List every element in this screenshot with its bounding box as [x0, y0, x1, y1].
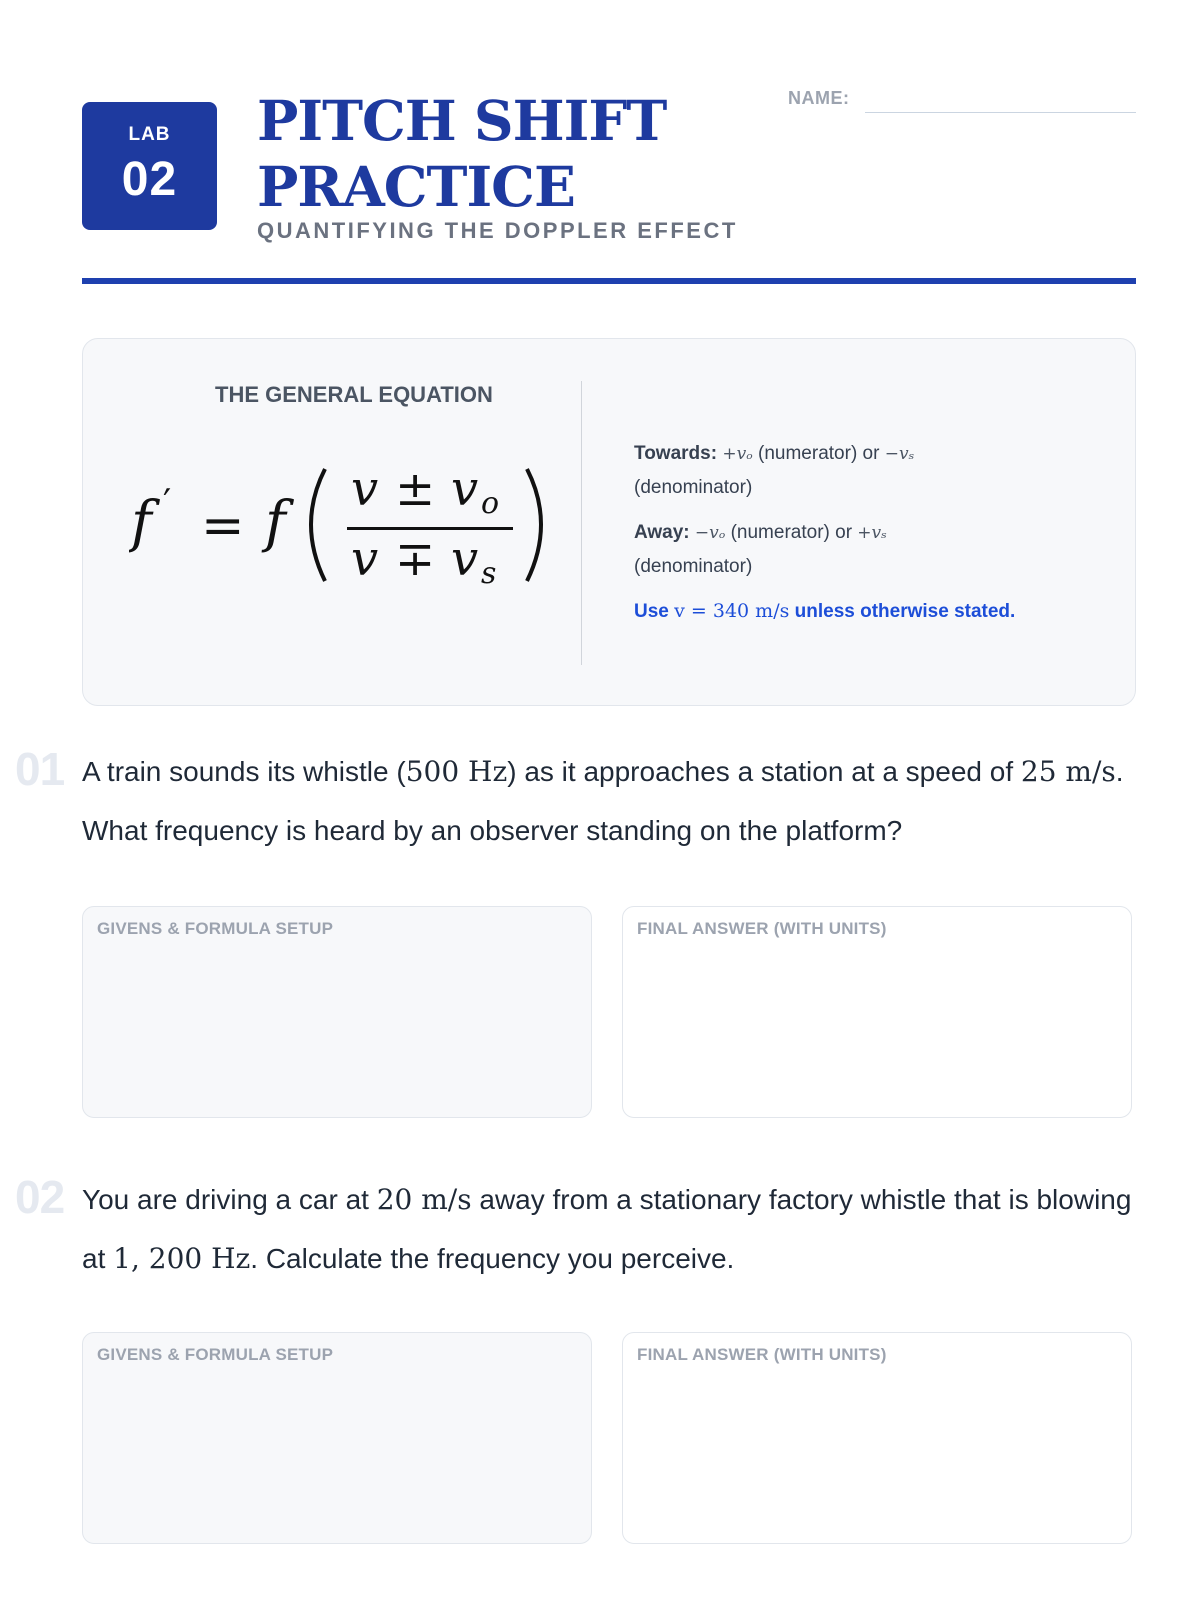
away-mid-text: (numerator) or: [730, 522, 853, 543]
question-math: 20 m/s: [376, 1183, 472, 1216]
lab-number: 02: [121, 153, 178, 206]
svg-text:v: v: [351, 531, 379, 587]
svg-text:v: v: [451, 461, 479, 517]
answer-label: FINAL ANSWER (WITH UNITS): [637, 1345, 887, 1364]
svg-text:v: v: [351, 461, 379, 517]
doppler-formula: [129, 449, 569, 599]
page-title: [257, 88, 777, 220]
towards-note: [634, 437, 1054, 504]
use-post-text: unless otherwise stated.: [794, 601, 1016, 622]
answer-input-box[interactable]: [622, 906, 1132, 1118]
away-denominator-term: +vₛ: [857, 523, 887, 543]
page-subtitle: QUANTIFYING THE DOPPLER EFFECT: [257, 218, 738, 243]
givens-label: GIVENS & FORMULA SETUP: [97, 919, 334, 938]
towards-numerator-term: +vₒ: [722, 444, 753, 464]
svg-text:f: f: [265, 490, 286, 555]
question-text-part: A train sounds its whistle (: [82, 756, 406, 787]
givens-input-box[interactable]: [82, 1332, 592, 1544]
use-pre-text: Use: [634, 601, 669, 622]
answer-label: FINAL ANSWER (WITH UNITS): [637, 919, 887, 938]
header-divider: [82, 278, 1136, 284]
speed-of-sound-value: v = 340 m/s: [674, 600, 790, 622]
away-note: [634, 516, 1054, 583]
svg-text:s: s: [481, 556, 497, 591]
lab-label: LAB: [128, 124, 171, 145]
question-text-part: ) as it approaches a station at a speed of: [507, 756, 1014, 787]
towards-tail-text: (denominator): [634, 477, 753, 498]
question-number: 02: [15, 1171, 65, 1223]
equation-divider: [581, 381, 582, 665]
name-field[interactable]: [865, 112, 1136, 113]
svg-text:f: f: [131, 490, 152, 555]
equation-notes: [634, 437, 1054, 640]
svg-text:=: =: [201, 496, 245, 556]
svg-text:o: o: [481, 486, 500, 521]
away-numerator-term: −vₒ: [694, 523, 726, 543]
givens-label: GIVENS & FORMULA SETUP: [97, 1345, 334, 1364]
givens-input-box[interactable]: [82, 906, 592, 1118]
question-text-part: . What frequency is heard by an observer standing on the platform?: [82, 756, 1124, 846]
question-math: 25 m/s: [1020, 755, 1116, 788]
general-equation-card: [82, 338, 1136, 706]
question-text: [82, 742, 1142, 860]
worksheet-header: [82, 88, 1136, 284]
question-text-part: . Calculate the frequency you perceive.: [250, 1243, 735, 1274]
name-label: NAME:: [788, 88, 850, 108]
svg-text:′: ′: [163, 483, 172, 524]
question-text-part: You are driving a car at: [82, 1184, 369, 1215]
away-tail-text: (denominator): [634, 556, 753, 577]
away-label: Away:: [634, 522, 690, 543]
title-line-1: PITCH SHIFT: [257, 88, 667, 153]
question-math: 500 Hz: [405, 755, 508, 788]
title-line-2: PRACTICE: [257, 154, 575, 219]
question-number: 01: [15, 743, 65, 795]
towards-mid-text: (numerator) or: [758, 443, 880, 464]
question-text: [82, 1170, 1142, 1288]
svg-text:∓: ∓: [395, 531, 436, 587]
lab-badge: [82, 102, 217, 230]
svg-text:v: v: [451, 531, 479, 587]
towards-label: Towards:: [634, 443, 718, 464]
question-math: 1, 200 Hz: [113, 1242, 251, 1275]
speed-of-sound-note: [634, 595, 1054, 628]
svg-text:±: ±: [395, 461, 436, 517]
question-text-part: away from a stationary factory whistle that is blowing at: [82, 1184, 1132, 1274]
equation-title: THE GENERAL EQUATION: [215, 382, 493, 407]
answer-input-box[interactable]: [622, 1332, 1132, 1544]
towards-denominator-term: −vₛ: [884, 444, 915, 464]
